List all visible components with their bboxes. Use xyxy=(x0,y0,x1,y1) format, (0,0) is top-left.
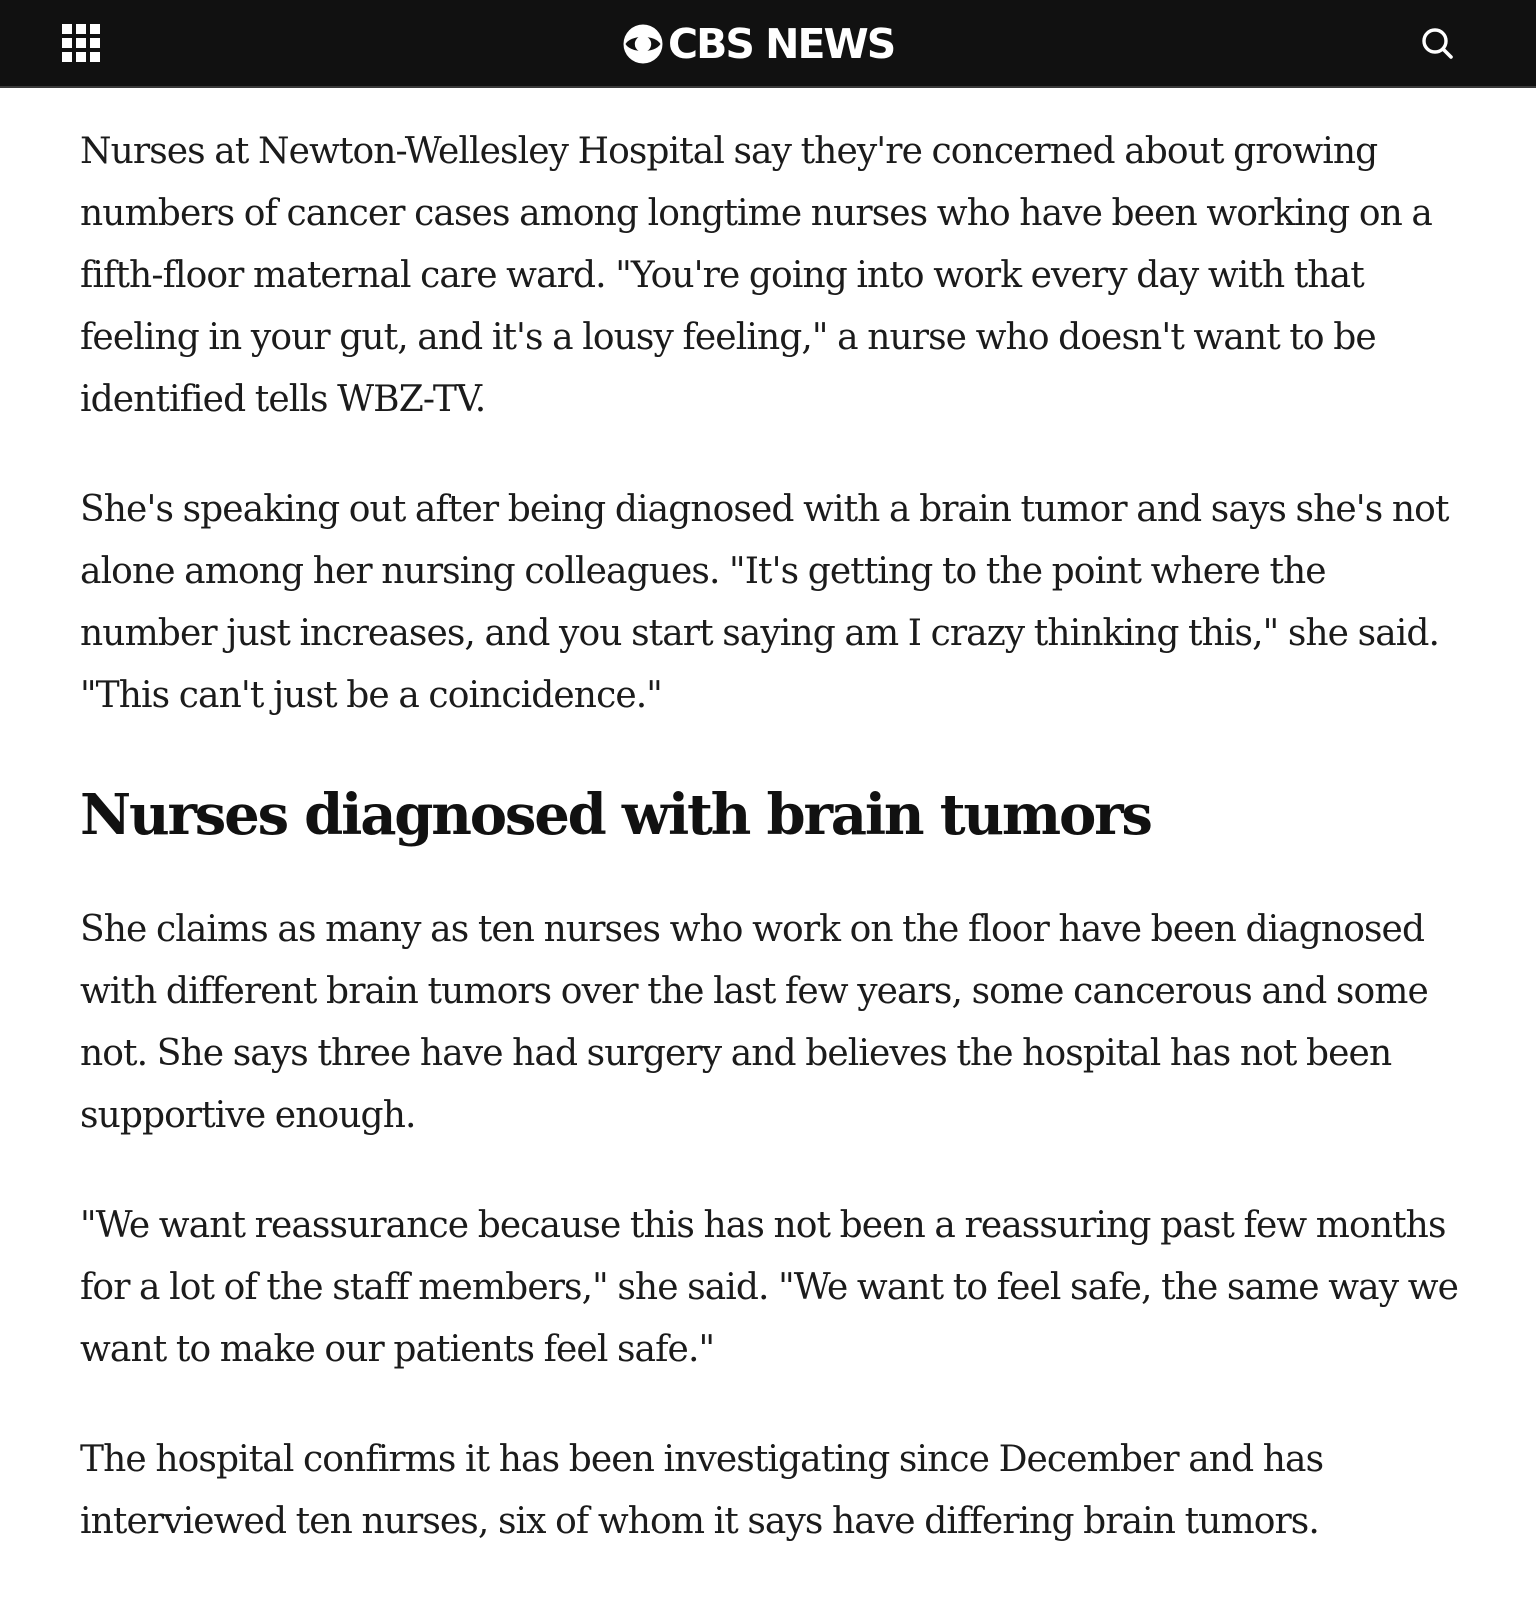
cbs-eye-icon xyxy=(622,23,664,65)
grid-dot xyxy=(62,52,72,62)
grid-menu-icon[interactable] xyxy=(62,24,100,62)
cbs-news-logo[interactable] xyxy=(622,16,894,72)
grid-dot xyxy=(62,24,72,34)
article-paragraph: Nurses at Newton-Wellesley Hospital say they're concerned about growing numbers of cancer cases among longtime nurses who have been working on a fifth-floor maternal care ward. "You're going into work every day with that feeling in your gut, and it's a lousy feeling," a nurse who doesn't want to be identified tells WBZ-TV. xyxy=(80,131,1432,420)
logo-wordmark: CBS NEWS xyxy=(668,20,895,68)
article-paragraph: She claims as many as ten nurses who work on the floor have been diagnosed with different brain tumors over the last few years, some cancerous and some not. She says three have had surgery and believes the hospital has not been supportive enough. xyxy=(80,909,1428,1136)
grid-dot xyxy=(90,24,100,34)
grid-dot xyxy=(90,52,100,62)
section-heading: Nurses diagnosed with brain tumors xyxy=(80,782,1151,848)
article-body xyxy=(80,121,1460,1601)
grid-dot xyxy=(62,38,72,48)
article-paragraph: The hospital confirms it has been investigating since December and has interviewed ten nurses, six of whom it says have differing brain tumors. xyxy=(80,1439,1324,1542)
grid-dot xyxy=(76,38,86,48)
top-navigation-bar xyxy=(0,0,1536,88)
search-icon[interactable] xyxy=(1418,24,1458,64)
grid-dot xyxy=(76,52,86,62)
article-paragraph: She's speaking out after being diagnosed with a brain tumor and says she's not alone among her nursing colleagues. "It's getting to the point where the number just increases, and you start saying am I crazy thinking this," she said. "This can't just be a coincidence." xyxy=(80,489,1449,716)
grid-dot xyxy=(76,24,86,34)
article-paragraph: "We want reassurance because this has not been a reassuring past few months for a lot of the staff members," she said. "We want to feel safe, the same way we want to make our patients feel safe." xyxy=(80,1205,1459,1370)
grid-dot xyxy=(90,38,100,48)
